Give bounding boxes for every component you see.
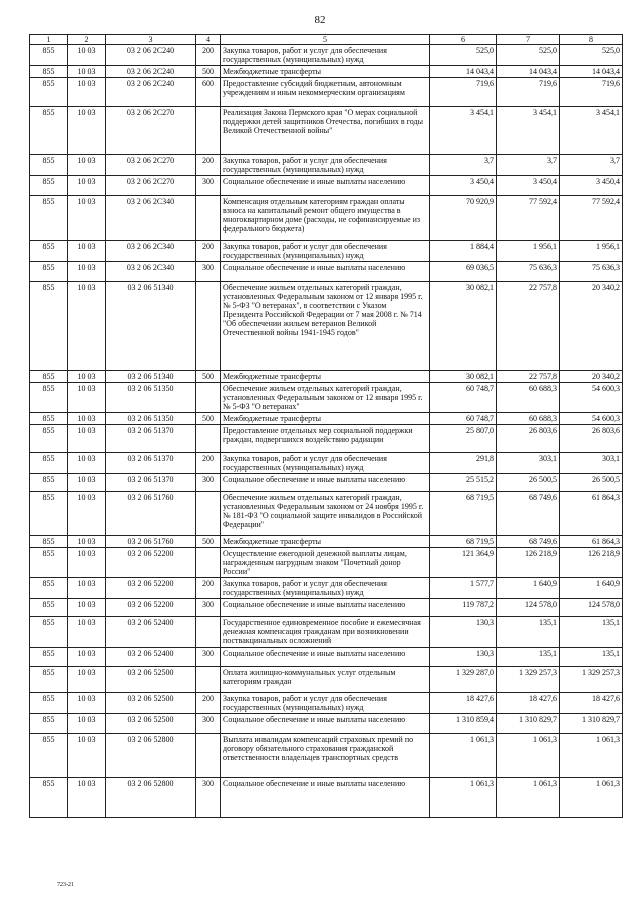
table-row — [30, 413, 623, 425]
cell-value-col8: 1 956,1 — [560, 241, 623, 262]
cell-value-col7: 719,6 — [497, 78, 560, 107]
cell-value-col6: 121 364,9 — [430, 548, 497, 578]
cell-value-col8: 719,6 — [560, 78, 623, 107]
cell-ministry-code: 855 — [30, 667, 68, 693]
cell-value-col6: 14 043,4 — [430, 66, 497, 78]
cell-target-article: 03 2 06 52200 — [106, 548, 196, 578]
cell-target-article: 03 2 06 51370 — [106, 425, 196, 453]
cell-target-article: 03 2 06 2C240 — [106, 66, 196, 78]
cell-value-col8: 75 636,3 — [560, 262, 623, 282]
cell-expense-type: 300 — [196, 778, 221, 818]
cell-description: Социальное обеспечение и иные выплаты населению — [221, 648, 430, 667]
cell-value-col8: 61 864,3 — [560, 492, 623, 536]
cell-ministry-code: 855 — [30, 648, 68, 667]
table-row — [30, 734, 623, 778]
cell-section-code: 10 03 — [68, 425, 106, 453]
cell-value-col8: 61 864,3 — [560, 536, 623, 548]
cell-target-article: 03 2 06 51350 — [106, 413, 196, 425]
cell-target-article: 03 2 06 52400 — [106, 648, 196, 667]
cell-description: Оплата жилищно-коммунальных услуг отдельным категориям граждан — [221, 667, 430, 693]
table-row — [30, 107, 623, 155]
cell-value-col6: 1 061,3 — [430, 778, 497, 818]
cell-target-article: 03 2 06 2C340 — [106, 241, 196, 262]
table-row — [30, 45, 623, 66]
cell-ministry-code: 855 — [30, 383, 68, 413]
cell-value-col7: 26 803,6 — [497, 425, 560, 453]
table-row — [30, 693, 623, 714]
table-row — [30, 371, 623, 383]
cell-expense-type — [196, 383, 221, 413]
table-body — [30, 45, 623, 818]
cell-value-col7: 126 218,9 — [497, 548, 560, 578]
cell-value-col8: 26 500,5 — [560, 474, 623, 492]
cell-value-col7: 77 592,4 — [497, 196, 560, 241]
cell-value-col6: 1 884,4 — [430, 241, 497, 262]
table-row — [30, 474, 623, 492]
cell-section-code: 10 03 — [68, 282, 106, 371]
cell-value-col7: 1 640,9 — [497, 578, 560, 599]
cell-ministry-code: 855 — [30, 599, 68, 617]
cell-value-col7: 22 757,8 — [497, 371, 560, 383]
cell-expense-type: 600 — [196, 78, 221, 107]
cell-section-code: 10 03 — [68, 45, 106, 66]
cell-expense-type: 500 — [196, 66, 221, 78]
cell-value-col8: 3,7 — [560, 155, 623, 176]
cell-description: Межбюджетные трансферты — [221, 66, 430, 78]
cell-expense-type — [196, 196, 221, 241]
cell-value-col6: 60 748,7 — [430, 413, 497, 425]
budget-table — [29, 34, 623, 818]
cell-expense-type: 300 — [196, 262, 221, 282]
cell-section-code: 10 03 — [68, 371, 106, 383]
cell-description: Обеспечение жильем отдельных категорий граждан, установленных Федеральным законом от 24 ноября 1995 г. № 181-ФЗ "О социальной защите инвалидов в Российской Федерации" — [221, 492, 430, 536]
cell-section-code: 10 03 — [68, 78, 106, 107]
cell-value-col8: 303,1 — [560, 453, 623, 474]
cell-target-article: 03 2 06 52500 — [106, 667, 196, 693]
cell-target-article: 03 2 06 2C270 — [106, 176, 196, 196]
cell-value-col8: 1 310 829,7 — [560, 714, 623, 734]
cell-value-col6: 1 061,3 — [430, 734, 497, 778]
cell-section-code: 10 03 — [68, 66, 106, 78]
cell-section-code: 10 03 — [68, 413, 106, 425]
table-row — [30, 241, 623, 262]
table-row — [30, 176, 623, 196]
cell-section-code: 10 03 — [68, 383, 106, 413]
cell-section-code: 10 03 — [68, 107, 106, 155]
cell-value-col8: 20 340,2 — [560, 282, 623, 371]
cell-target-article: 03 2 06 2C240 — [106, 45, 196, 66]
cell-description: Социальное обеспечение и иные выплаты населению — [221, 176, 430, 196]
cell-ministry-code: 855 — [30, 78, 68, 107]
cell-value-col7: 22 757,8 — [497, 282, 560, 371]
cell-expense-type: 200 — [196, 45, 221, 66]
cell-section-code: 10 03 — [68, 617, 106, 648]
cell-ministry-code: 855 — [30, 425, 68, 453]
cell-value-col8: 3 454,1 — [560, 107, 623, 155]
cell-target-article: 03 2 06 51340 — [106, 371, 196, 383]
cell-value-col7: 60 688,3 — [497, 383, 560, 413]
cell-value-col8: 1 061,3 — [560, 778, 623, 818]
cell-description: Межбюджетные трансферты — [221, 371, 430, 383]
cell-ministry-code: 855 — [30, 45, 68, 66]
cell-value-col7: 525,0 — [497, 45, 560, 66]
cell-expense-type — [196, 617, 221, 648]
cell-ministry-code: 855 — [30, 778, 68, 818]
cell-expense-type — [196, 667, 221, 693]
cell-expense-type: 200 — [196, 693, 221, 714]
cell-value-col8: 3 450,4 — [560, 176, 623, 196]
cell-value-col6: 68 719,5 — [430, 536, 497, 548]
cell-ministry-code: 855 — [30, 66, 68, 78]
cell-description: Закупка товаров, работ и услуг для обеспечения государственных (муниципальных) нужд — [221, 241, 430, 262]
cell-value-col7: 60 688,3 — [497, 413, 560, 425]
cell-value-col8: 135,1 — [560, 617, 623, 648]
cell-ministry-code: 855 — [30, 155, 68, 176]
cell-section-code: 10 03 — [68, 474, 106, 492]
header-row — [30, 35, 623, 45]
cell-value-col6: 3,7 — [430, 155, 497, 176]
cell-value-col6: 60 748,7 — [430, 383, 497, 413]
col-header-7: 7 — [497, 35, 560, 45]
cell-ministry-code: 855 — [30, 714, 68, 734]
cell-value-col7: 68 749,6 — [497, 536, 560, 548]
cell-section-code: 10 03 — [68, 155, 106, 176]
cell-description: Социальное обеспечение и иные выплаты населению — [221, 714, 430, 734]
cell-value-col7: 1 061,3 — [497, 778, 560, 818]
cell-value-col8: 54 600,3 — [560, 413, 623, 425]
cell-value-col8: 1 061,3 — [560, 734, 623, 778]
cell-ministry-code: 855 — [30, 282, 68, 371]
cell-description: Межбюджетные трансферты — [221, 536, 430, 548]
col-header-4: 4 — [196, 35, 221, 45]
cell-description: Социальное обеспечение и иные выплаты населению — [221, 599, 430, 617]
cell-target-article: 03 2 06 51350 — [106, 383, 196, 413]
cell-value-col8: 1 329 257,3 — [560, 667, 623, 693]
cell-value-col7: 1 329 257,3 — [497, 667, 560, 693]
cell-value-col6: 1 329 287,0 — [430, 667, 497, 693]
cell-ministry-code: 855 — [30, 693, 68, 714]
cell-expense-type: 500 — [196, 371, 221, 383]
cell-value-col8: 135,1 — [560, 648, 623, 667]
cell-ministry-code: 855 — [30, 474, 68, 492]
cell-expense-type — [196, 107, 221, 155]
cell-section-code: 10 03 — [68, 176, 106, 196]
table-row — [30, 599, 623, 617]
cell-expense-type: 300 — [196, 474, 221, 492]
cell-description: Закупка товаров, работ и услуг для обеспечения государственных (муниципальных) нужд — [221, 155, 430, 176]
table-row — [30, 453, 623, 474]
cell-value-col7: 14 043,4 — [497, 66, 560, 78]
cell-ministry-code: 855 — [30, 453, 68, 474]
table-row — [30, 196, 623, 241]
cell-ministry-code: 855 — [30, 578, 68, 599]
cell-target-article: 03 2 06 2C270 — [106, 155, 196, 176]
cell-ministry-code: 855 — [30, 617, 68, 648]
cell-target-article: 03 2 06 2C340 — [106, 196, 196, 241]
cell-value-col7: 135,1 — [497, 648, 560, 667]
cell-expense-type: 200 — [196, 241, 221, 262]
cell-description: Закупка товаров, работ и услуг для обеспечения государственных (муниципальных) нужд — [221, 453, 430, 474]
table-row — [30, 425, 623, 453]
table-row — [30, 262, 623, 282]
cell-value-col7: 3 454,1 — [497, 107, 560, 155]
cell-value-col7: 75 636,3 — [497, 262, 560, 282]
cell-description: Закупка товаров, работ и услуг для обеспечения государственных (муниципальных) нужд — [221, 45, 430, 66]
cell-target-article: 03 2 06 51340 — [106, 282, 196, 371]
cell-value-col8: 18 427,6 — [560, 693, 623, 714]
cell-target-article: 03 2 06 2C270 — [106, 107, 196, 155]
cell-description: Социальное обеспечение и иные выплаты населению — [221, 474, 430, 492]
cell-expense-type: 500 — [196, 413, 221, 425]
cell-ministry-code: 855 — [30, 241, 68, 262]
cell-value-col8: 77 592,4 — [560, 196, 623, 241]
col-header-3: 3 — [106, 35, 196, 45]
cell-value-col6: 719,6 — [430, 78, 497, 107]
cell-value-col7: 135,1 — [497, 617, 560, 648]
cell-value-col6: 25 807,0 — [430, 425, 497, 453]
col-header-2: 2 — [68, 35, 106, 45]
cell-section-code: 10 03 — [68, 693, 106, 714]
cell-value-col6: 25 515,2 — [430, 474, 497, 492]
cell-expense-type: 200 — [196, 453, 221, 474]
cell-value-col7: 3,7 — [497, 155, 560, 176]
cell-section-code: 10 03 — [68, 578, 106, 599]
cell-expense-type: 300 — [196, 176, 221, 196]
cell-target-article: 03 2 06 52800 — [106, 734, 196, 778]
cell-value-col6: 18 427,6 — [430, 693, 497, 714]
table-row — [30, 778, 623, 818]
cell-value-col6: 68 719,5 — [430, 492, 497, 536]
cell-ministry-code: 855 — [30, 262, 68, 282]
cell-description: Выплата инвалидам компенсаций страховых премий по договору обязательного страхования гражданской ответственности владельцев транспортных средств — [221, 734, 430, 778]
cell-value-col7: 3 450,4 — [497, 176, 560, 196]
cell-value-col8: 126 218,9 — [560, 548, 623, 578]
cell-ministry-code: 855 — [30, 548, 68, 578]
cell-ministry-code: 855 — [30, 492, 68, 536]
cell-description: Реализация Закона Пермского края "О мерах социальной поддержки детей защитников Отечества, погибших в годы Великой Отечественной войны" — [221, 107, 430, 155]
footer-code: 723-21 — [57, 882, 74, 888]
cell-section-code: 10 03 — [68, 548, 106, 578]
cell-section-code: 10 03 — [68, 262, 106, 282]
cell-value-col7: 303,1 — [497, 453, 560, 474]
cell-value-col6: 525,0 — [430, 45, 497, 66]
cell-description: Обеспечение жильем отдельных категорий граждан, установленных Федеральным законом от 12 января 1995 г. № 5-ФЗ "О ветеранах", в соответствии с Указом Президента Российской Федерации от 7 мая 2008 г. № 714 "Об обеспечении жильем ветеранов Великой Отечественной войны 1941-1945 годов" — [221, 282, 430, 371]
table-row — [30, 667, 623, 693]
cell-section-code: 10 03 — [68, 714, 106, 734]
cell-description: Обеспечение жильем отдельных категорий граждан, установленных Федеральным законом от 12 января 1995 г. № 5-ФЗ "О ветеранах" — [221, 383, 430, 413]
table-row — [30, 617, 623, 648]
table-row — [30, 536, 623, 548]
cell-value-col7: 26 500,5 — [497, 474, 560, 492]
table-row — [30, 714, 623, 734]
cell-expense-type: 300 — [196, 714, 221, 734]
table-row — [30, 78, 623, 107]
table-row — [30, 282, 623, 371]
cell-value-col6: 1 310 859,4 — [430, 714, 497, 734]
cell-target-article: 03 2 06 52500 — [106, 693, 196, 714]
cell-expense-type: 300 — [196, 648, 221, 667]
cell-value-col7: 18 427,6 — [497, 693, 560, 714]
cell-value-col8: 1 640,9 — [560, 578, 623, 599]
cell-value-col7: 124 578,0 — [497, 599, 560, 617]
cell-section-code: 10 03 — [68, 492, 106, 536]
table-row — [30, 578, 623, 599]
cell-target-article: 03 2 06 2C340 — [106, 262, 196, 282]
table-row — [30, 548, 623, 578]
cell-description: Закупка товаров, работ и услуг для обеспечения государственных (муниципальных) нужд — [221, 693, 430, 714]
cell-description: Государственное единовременное пособие и ежемесячная денежная компенсация гражданам при возникновении поствакцинальных осложнений — [221, 617, 430, 648]
table-row — [30, 66, 623, 78]
col-header-1: 1 — [30, 35, 68, 45]
cell-ministry-code: 855 — [30, 196, 68, 241]
cell-description: Осуществление ежегодной денежной выплаты лицам, награжденным нагрудным знаком "Почетный донор России" — [221, 548, 430, 578]
cell-ministry-code: 855 — [30, 413, 68, 425]
cell-target-article: 03 2 06 51370 — [106, 474, 196, 492]
cell-value-col6: 130,3 — [430, 617, 497, 648]
table-row — [30, 648, 623, 667]
cell-section-code: 10 03 — [68, 648, 106, 667]
cell-value-col8: 20 340,2 — [560, 371, 623, 383]
cell-target-article: 03 2 06 52400 — [106, 617, 196, 648]
cell-value-col6: 3 454,1 — [430, 107, 497, 155]
cell-value-col7: 1 061,3 — [497, 734, 560, 778]
cell-value-col8: 124 578,0 — [560, 599, 623, 617]
cell-description: Социальное обеспечение и иные выплаты населению — [221, 778, 430, 818]
cell-target-article: 03 2 06 2C240 — [106, 78, 196, 107]
cell-section-code: 10 03 — [68, 778, 106, 818]
cell-expense-type — [196, 492, 221, 536]
cell-expense-type: 300 — [196, 599, 221, 617]
table-row — [30, 155, 623, 176]
col-header-5: 5 — [221, 35, 430, 45]
cell-value-col6: 30 082,1 — [430, 282, 497, 371]
cell-expense-type — [196, 282, 221, 371]
cell-description: Межбюджетные трансферты — [221, 413, 430, 425]
cell-target-article: 03 2 06 51370 — [106, 453, 196, 474]
cell-value-col6: 69 036,5 — [430, 262, 497, 282]
cell-description: Предоставление субсидий бюджетным, автономным учреждениям и иным некоммерческим организациям — [221, 78, 430, 107]
cell-expense-type — [196, 548, 221, 578]
cell-target-article: 03 2 06 52800 — [106, 778, 196, 818]
cell-ministry-code: 855 — [30, 176, 68, 196]
cell-expense-type — [196, 425, 221, 453]
cell-value-col6: 291,8 — [430, 453, 497, 474]
cell-ministry-code: 855 — [30, 107, 68, 155]
cell-ministry-code: 855 — [30, 371, 68, 383]
cell-value-col8: 54 600,3 — [560, 383, 623, 413]
cell-section-code: 10 03 — [68, 453, 106, 474]
cell-value-col8: 26 803,6 — [560, 425, 623, 453]
cell-value-col6: 130,3 — [430, 648, 497, 667]
cell-section-code: 10 03 — [68, 734, 106, 778]
cell-value-col7: 1 310 829,7 — [497, 714, 560, 734]
page-number: 82 — [314, 14, 326, 26]
cell-target-article: 03 2 06 52500 — [106, 714, 196, 734]
cell-value-col6: 119 787,2 — [430, 599, 497, 617]
cell-ministry-code: 855 — [30, 536, 68, 548]
cell-target-article: 03 2 06 52200 — [106, 578, 196, 599]
cell-value-col6: 70 920,9 — [430, 196, 497, 241]
cell-value-col8: 14 043,4 — [560, 66, 623, 78]
cell-ministry-code: 855 — [30, 734, 68, 778]
cell-value-col6: 30 082,1 — [430, 371, 497, 383]
col-header-8: 8 — [560, 35, 623, 45]
cell-description: Социальное обеспечение и иные выплаты населению — [221, 262, 430, 282]
cell-section-code: 10 03 — [68, 599, 106, 617]
cell-section-code: 10 03 — [68, 536, 106, 548]
cell-section-code: 10 03 — [68, 241, 106, 262]
cell-description: Компенсация отдельным категориям граждан оплаты взноса на капитальный ремонт общего имущества в многоквартирном доме (расходы, не софинансируемые из федерального бюджета) — [221, 196, 430, 241]
table-row — [30, 492, 623, 536]
cell-description: Закупка товаров, работ и услуг для обеспечения государственных (муниципальных) нужд — [221, 578, 430, 599]
cell-value-col6: 1 577,7 — [430, 578, 497, 599]
cell-target-article: 03 2 06 51760 — [106, 492, 196, 536]
table-row — [30, 383, 623, 413]
cell-target-article: 03 2 06 51760 — [106, 536, 196, 548]
cell-value-col6: 3 450,4 — [430, 176, 497, 196]
cell-value-col8: 525,0 — [560, 45, 623, 66]
cell-section-code: 10 03 — [68, 667, 106, 693]
col-header-6: 6 — [430, 35, 497, 45]
cell-value-col7: 68 749,6 — [497, 492, 560, 536]
cell-expense-type: 200 — [196, 578, 221, 599]
cell-target-article: 03 2 06 52200 — [106, 599, 196, 617]
cell-value-col7: 1 956,1 — [497, 241, 560, 262]
cell-expense-type: 200 — [196, 155, 221, 176]
cell-expense-type — [196, 734, 221, 778]
cell-expense-type: 500 — [196, 536, 221, 548]
cell-description: Предоставление отдельных мер социальной поддержки граждан, подвергшихся воздействию радиации — [221, 425, 430, 453]
cell-section-code: 10 03 — [68, 196, 106, 241]
